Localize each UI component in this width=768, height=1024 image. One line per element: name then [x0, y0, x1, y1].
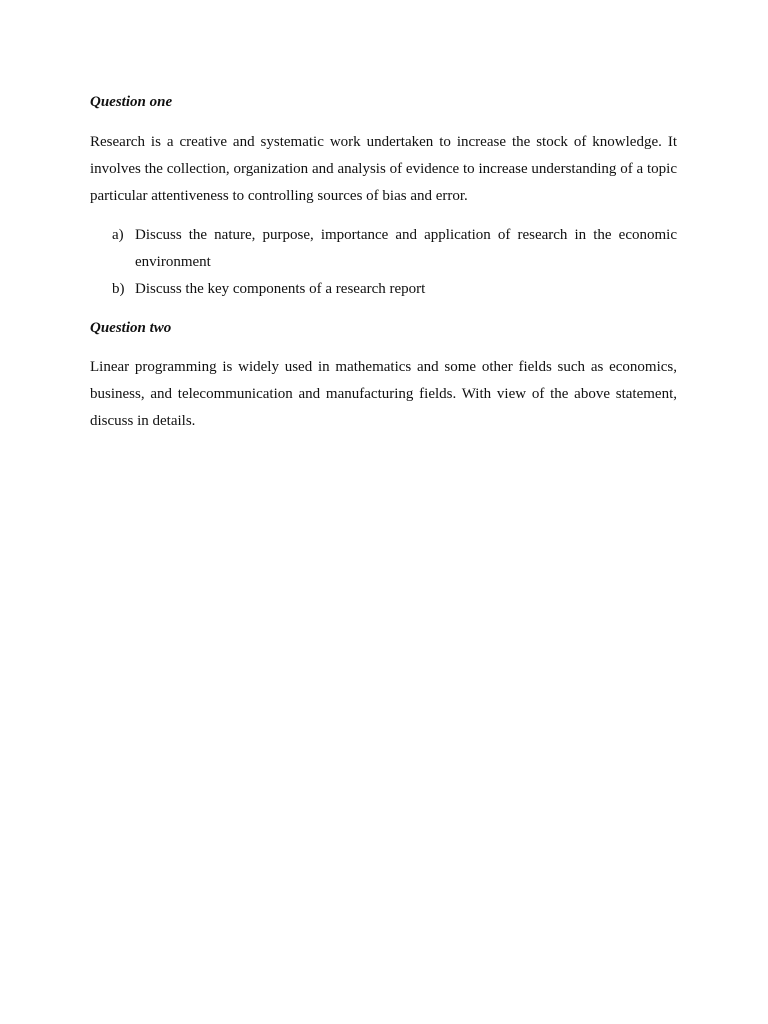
- list-item-text: Discuss the nature, purpose, importance and application of research in the economic environment: [135, 227, 677, 270]
- list-item-marker: b): [112, 281, 125, 297]
- question-two-paragraph: Linear programming is widely used in mathematics and some other fields such as economics, business, and telecommunication and manufacturing fields. With view of the above statement, discuss in details.: [90, 359, 677, 429]
- list-item: [90, 222, 677, 276]
- list-item: [90, 276, 677, 303]
- list-item-marker: a): [112, 227, 124, 243]
- question-two-heading: Question two: [90, 320, 172, 336]
- question-one-heading: Question one: [90, 94, 173, 110]
- question-one-paragraph: Research is a creative and systematic work undertaken to increase the stock of knowledge. It involves the collection, organization and analysis of evidence to increase understanding of a topic particular attentiveness to controlling sources of bias and error.: [90, 134, 677, 204]
- document-page: [90, 90, 677, 435]
- question-one-list: [90, 222, 677, 303]
- list-item-text: Discuss the key components of a research report: [135, 281, 426, 297]
